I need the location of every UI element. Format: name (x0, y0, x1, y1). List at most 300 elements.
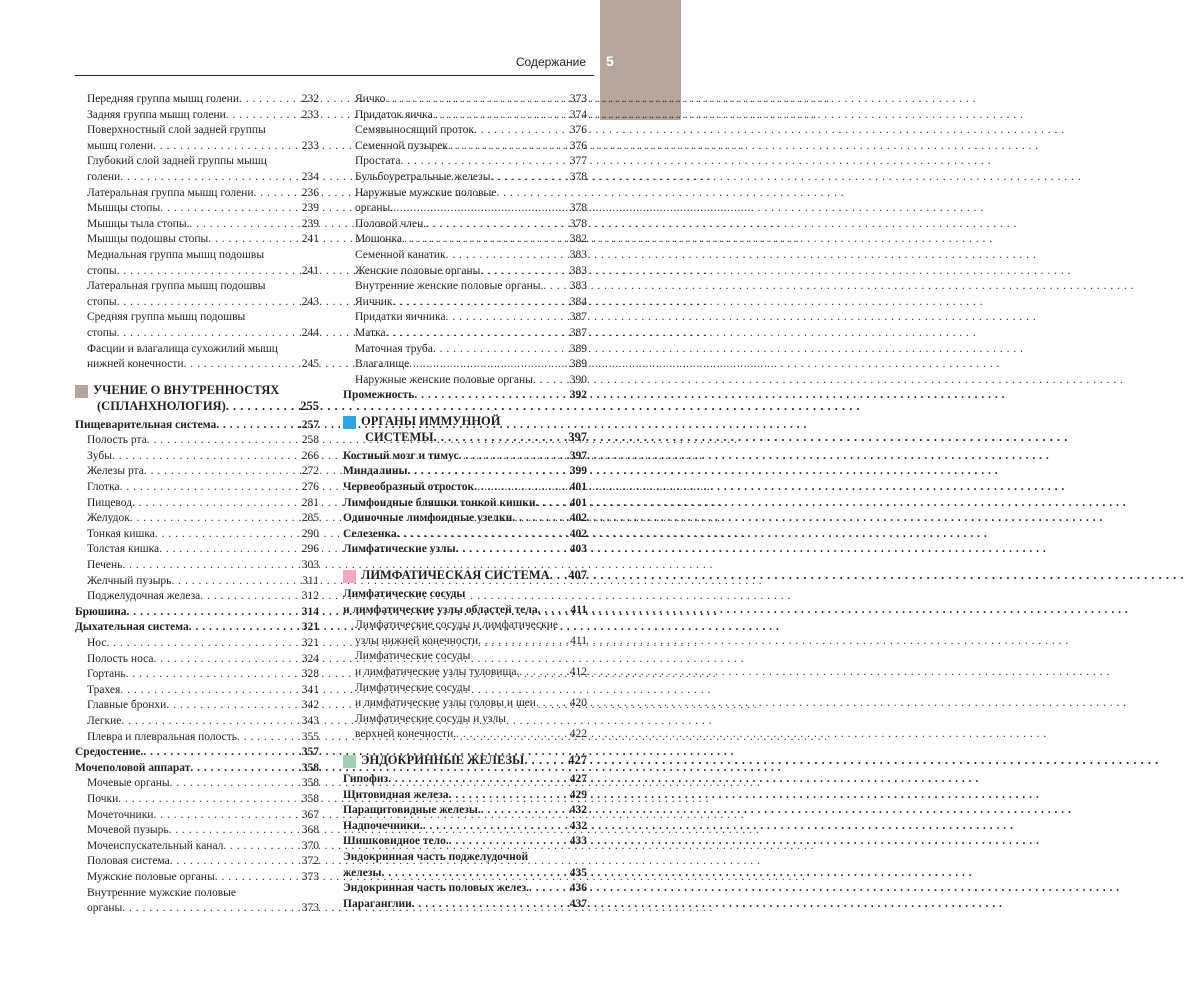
dot-leader (456, 727, 567, 743)
page-ref: 341 (301, 683, 319, 696)
entry-title: Мышцы стопы (87, 202, 161, 215)
dot-leader (536, 696, 567, 712)
entry-title: Простата (355, 155, 401, 168)
entry-title: органы. (355, 202, 394, 215)
header-rule (75, 75, 594, 76)
toc-entry-line: Поверхностный слой задней группы (87, 124, 266, 137)
page-ref: 387 (569, 326, 587, 339)
page-ref: 382 (569, 233, 587, 246)
dot-leader (407, 464, 566, 480)
page-ref: 401 (569, 481, 587, 494)
page-ref: 241 (301, 264, 319, 277)
toc-entry[interactable] (75, 574, 319, 590)
section-heading (75, 382, 319, 414)
entry-title: Женские половые органы (355, 264, 481, 277)
page-ref: 245 (301, 358, 319, 371)
page-ref: 358 (301, 792, 319, 805)
toc-entry[interactable] (75, 433, 319, 449)
entry-title: Нос (87, 637, 107, 649)
page-ref: 370 (301, 839, 319, 852)
entry-title: Полость рта (87, 434, 147, 447)
dot-leader (239, 92, 299, 108)
entry-title: Щитовидная железа (343, 788, 449, 801)
dot-leader (446, 310, 567, 326)
toc-entry[interactable] (343, 881, 587, 897)
entry-title: Глотка (87, 481, 120, 494)
dot-leader (132, 496, 299, 512)
dot-leader (189, 620, 299, 636)
page-ref: 368 (301, 824, 319, 837)
toc-entry[interactable] (75, 730, 319, 746)
toc-entry[interactable] (75, 170, 319, 186)
dot-leader (237, 730, 299, 746)
page-ref: 387 (569, 311, 587, 324)
toc-entry-line: Наружные мужские половые (355, 186, 497, 199)
toc-entry[interactable] (75, 808, 319, 824)
dot-leader (393, 295, 567, 311)
toc-entry[interactable] (75, 480, 319, 496)
page-ref: 355 (301, 730, 319, 743)
toc-entry[interactable] (343, 834, 587, 850)
toc-entry[interactable] (75, 652, 319, 668)
page-ref: 403 (569, 543, 587, 556)
dot-leader (122, 901, 299, 917)
dot-leader (117, 264, 299, 280)
page-ref: 272 (301, 465, 319, 478)
toc-entry[interactable] (75, 295, 319, 311)
dot-leader (155, 527, 299, 543)
toc-right-column (343, 92, 587, 912)
dot-leader (381, 866, 566, 882)
toc-entry[interactable] (75, 667, 319, 683)
page-ref: 276 (301, 481, 319, 494)
toc-entry[interactable] (75, 636, 319, 652)
toc-entry[interactable] (75, 605, 319, 621)
entry-title: Дыхательная система (75, 621, 189, 634)
page-ref: 378 (569, 202, 587, 215)
dot-leader (117, 295, 299, 311)
dot-leader (412, 897, 567, 913)
dot-leader (533, 373, 567, 389)
page-ref: 397 (569, 449, 587, 462)
toc-entry[interactable] (343, 264, 587, 280)
entry-title: Железы рта (87, 465, 144, 478)
toc-entry[interactable] (75, 823, 319, 839)
page-ref: 303 (301, 559, 319, 572)
toc-entry[interactable] (343, 388, 587, 404)
toc-entry[interactable] (343, 496, 587, 512)
toc-entry[interactable] (75, 464, 319, 480)
toc-entry[interactable] (343, 232, 587, 248)
dot-leader (409, 357, 566, 373)
dot-leader (397, 527, 567, 543)
toc-entry[interactable] (361, 752, 587, 768)
toc-entry[interactable] (75, 496, 319, 512)
page-ref: 420 (569, 697, 587, 710)
toc-entry[interactable] (75, 139, 319, 155)
entry-title: Промежность (343, 389, 415, 402)
toc-entry[interactable] (75, 745, 319, 761)
entry-title: Параганглии (343, 897, 412, 910)
entry-title: Половая система (87, 855, 170, 868)
toc-entry[interactable] (75, 527, 319, 543)
toc-entry[interactable] (75, 620, 319, 636)
toc-left-column (75, 92, 319, 917)
dot-leader (393, 201, 567, 217)
toc-entry[interactable] (343, 634, 587, 650)
dot-leader (147, 433, 299, 449)
toc-entry[interactable] (75, 511, 319, 527)
entry-title: Пищеварительная система (75, 418, 217, 431)
toc-entry[interactable] (343, 373, 587, 389)
entry-title: (СПЛАНХНОЛОГИЯ) (97, 398, 226, 413)
entry-title: и лимфатические узлы областей тела (343, 603, 538, 616)
dot-leader (423, 819, 567, 835)
toc-entry-line: Лимфатические сосуды и лимфатические (355, 619, 559, 632)
toc-entry[interactable] (75, 761, 319, 777)
toc-entry[interactable] (93, 398, 319, 414)
entry-title: Мочевые органы (87, 777, 170, 790)
toc-entry[interactable] (343, 788, 587, 804)
toc-entry[interactable] (343, 295, 587, 311)
toc-entry[interactable] (343, 542, 587, 558)
entry-title: Желудок (87, 512, 130, 525)
toc-entry[interactable] (361, 429, 587, 445)
dot-leader (543, 279, 566, 295)
page-ref: 321 (301, 621, 319, 634)
page-number: 5 (606, 53, 614, 69)
page-ref: 376 (569, 124, 587, 137)
section-heading (343, 752, 587, 768)
entry-title: Латеральная группа мышц голени (87, 186, 254, 199)
toc-entry[interactable] (343, 310, 587, 326)
entry-title: Мочеиспускательный канал (87, 839, 224, 852)
entry-title: Лимфоидные бляшки тонкой кишки (343, 496, 536, 509)
entry-title: нижней конечности (87, 358, 184, 371)
toc-entry[interactable] (343, 511, 587, 527)
dot-leader (170, 854, 299, 870)
entry-title: стопы (87, 326, 117, 339)
section-color-marker (75, 385, 88, 398)
dot-leader (226, 108, 299, 124)
toc-entry[interactable] (75, 232, 319, 248)
page-ref: 255 (300, 398, 319, 413)
toc-entry[interactable] (75, 186, 319, 202)
page-ref: 285 (301, 512, 319, 525)
entry-title: ЛИМФАТИЧЕСКАЯ СИСТЕМА (361, 568, 550, 583)
toc-entry-line: Лимфатические сосуды и узлы (355, 712, 507, 725)
entry-title: Половой член. (355, 217, 427, 230)
dot-leader (190, 217, 299, 233)
dot-leader (446, 248, 567, 264)
dot-leader (448, 139, 567, 155)
dot-leader (200, 589, 298, 605)
dot-leader (385, 92, 566, 108)
entry-title: Мышцы тыла стопы. (87, 217, 190, 230)
entry-title: и лимфатические узлы головы и шеи (355, 697, 536, 710)
page-ref: 312 (301, 590, 319, 603)
dot-leader (538, 603, 568, 619)
toc-entry[interactable] (343, 139, 587, 155)
toc-entry[interactable] (343, 603, 587, 619)
dot-leader (153, 139, 299, 155)
dot-leader (474, 123, 567, 139)
dot-leader (170, 776, 299, 792)
page-ref: 342 (301, 699, 319, 712)
toc-entry[interactable] (75, 326, 319, 342)
entry-title: Гипофиз (343, 772, 389, 785)
toc-entry[interactable] (343, 108, 587, 124)
dot-leader (120, 683, 298, 699)
entry-title: Эндокринная часть половых желез. (343, 882, 529, 895)
page-ref: 389 (569, 342, 587, 355)
entry-title: Легкие (87, 714, 122, 727)
toc-entry[interactable] (343, 449, 587, 465)
entry-title: Миндалины (343, 465, 408, 478)
toc-entry[interactable] (343, 170, 587, 186)
dot-leader (449, 788, 567, 804)
section-color-marker (343, 416, 356, 429)
toc-entry[interactable] (343, 464, 587, 480)
entry-title: ЭНДОКРИННЫЕ ЖЕЛЕЗЫ (361, 752, 525, 767)
page-ref: 436 (569, 882, 587, 895)
page-ref: 437 (569, 897, 587, 910)
dot-leader (106, 636, 298, 652)
section-heading (343, 567, 587, 583)
toc-entry[interactable] (75, 792, 319, 808)
dot-leader (130, 511, 299, 527)
entry-title: Брюшина (75, 605, 127, 618)
toc-entry-line: Глубокий слой задней группы мышц (87, 155, 267, 168)
page-ref: 374 (569, 108, 587, 121)
page-ref: 397 (568, 429, 587, 444)
dot-leader (117, 326, 299, 342)
toc-entry[interactable] (343, 326, 587, 342)
dot-leader (208, 232, 299, 248)
entry-title: Придатки яичника (355, 311, 446, 324)
page-ref: 377 (569, 155, 587, 168)
toc-entry[interactable] (343, 897, 587, 913)
entry-title: Средостение. (75, 746, 144, 759)
toc-entry[interactable] (75, 776, 319, 792)
dot-leader (426, 217, 567, 233)
toc-entry[interactable] (75, 683, 319, 699)
entry-title: Придаток яичка (355, 108, 433, 121)
entry-title: Зубы (87, 449, 112, 462)
page-ref: 233 (301, 108, 319, 121)
dot-leader (166, 698, 298, 714)
toc-entry[interactable] (75, 839, 319, 855)
entry-title: стопы (87, 264, 117, 277)
dot-leader (449, 834, 567, 850)
page-ref: 367 (301, 808, 319, 821)
toc-entry[interactable] (75, 92, 319, 108)
entry-title: голени (87, 170, 121, 183)
entry-title: СИСТЕМЫ (365, 429, 434, 444)
entry-title: Задняя группа мышц голени (87, 108, 226, 121)
toc-entry-line: Медиальная группа мышц подошвы (87, 248, 265, 261)
dot-leader (433, 108, 567, 124)
toc-entry[interactable] (361, 567, 587, 583)
toc-entry[interactable] (75, 589, 319, 605)
page-ref: 384 (569, 295, 587, 308)
entry-title: мышц голени (87, 139, 154, 152)
page-ref: 239 (301, 217, 319, 230)
dot-leader (216, 418, 296, 434)
dot-leader (254, 186, 299, 202)
page-ref: 433 (569, 835, 587, 848)
entry-title: Главные бронхи (87, 699, 167, 712)
toc-entry[interactable] (343, 123, 587, 139)
entry-title: Мочеточники (87, 808, 154, 821)
entry-title: Бульбоуретральные железы (355, 170, 491, 183)
page-ref: 290 (301, 527, 319, 540)
entry-title: Пищевод (87, 496, 133, 509)
dot-leader (519, 665, 566, 681)
toc-entry[interactable] (75, 901, 319, 917)
dot-leader (144, 464, 299, 480)
page-ref: 314 (301, 605, 319, 618)
toc-entry[interactable] (343, 819, 587, 835)
toc-entry[interactable] (343, 357, 587, 373)
toc-entry[interactable] (343, 665, 587, 681)
entry-title: верхней конечности. (355, 728, 457, 741)
page-ref: 401 (569, 496, 587, 509)
section-title-line: УЧЕНИЕ О ВНУТРЕННОСТЯХ (93, 382, 280, 397)
toc-entry[interactable] (75, 558, 319, 574)
toc-entry[interactable] (75, 854, 319, 870)
page-ref: 402 (569, 512, 587, 525)
page-ref: 372 (301, 855, 319, 868)
dot-leader (414, 388, 566, 404)
dot-leader (223, 839, 298, 855)
entry-title: Шишковидное тело. (343, 835, 449, 848)
page-ref: 429 (569, 788, 587, 801)
toc-entry[interactable] (343, 480, 587, 496)
page-ref: 281 (301, 496, 319, 509)
entry-title: Трахея (87, 683, 121, 696)
dot-leader (386, 326, 567, 342)
entry-title: узлы нижней конечности (355, 634, 479, 647)
toc-entry[interactable] (75, 357, 319, 373)
entry-title: Наружные женские половые органы (355, 373, 533, 386)
page-ref: 239 (301, 202, 319, 215)
page-ref: 373 (301, 870, 319, 883)
toc-entry-line: Лимфатические сосуды (355, 681, 471, 694)
entry-title: Мужские половые органы (87, 870, 215, 883)
toc-entry[interactable] (343, 342, 587, 358)
dot-leader (478, 634, 567, 650)
toc-entry[interactable] (75, 714, 319, 730)
entry-title: Надпочечники. (343, 819, 423, 832)
page-ref: .257 (298, 418, 319, 431)
toc-entry[interactable] (343, 248, 587, 264)
toc-entry-line: Лимфатические сосуды (343, 588, 466, 601)
dot-leader (550, 567, 566, 583)
entry-title: Одиночные лимфоидные узелки (343, 512, 513, 525)
page-ref: 432 (569, 819, 587, 832)
toc-entry[interactable] (75, 264, 319, 280)
dot-leader (226, 398, 298, 414)
entry-title: Влагалище (355, 358, 410, 371)
dot-leader (118, 792, 298, 808)
entry-title: Паращитовидные железы. (343, 804, 481, 817)
entry-title: Внутренние женские половые органы. (355, 280, 544, 293)
toc-entry[interactable] (343, 696, 587, 712)
dot-leader (524, 752, 565, 768)
dot-leader (159, 542, 299, 558)
page-ref: 232 (301, 93, 319, 105)
toc-entry[interactable] (343, 803, 587, 819)
page-ref: 233 (301, 139, 319, 152)
page-ref: 427 (569, 772, 587, 785)
page-ref: 243 (301, 295, 319, 308)
page-ref: 399 (569, 465, 587, 478)
dot-leader (388, 772, 567, 788)
entry-title: Толстая кишка (87, 543, 160, 556)
toc-entry[interactable] (343, 279, 587, 295)
toc-entry[interactable] (75, 698, 319, 714)
toc-entry[interactable] (343, 154, 587, 170)
toc-entry-line: Фасции и влагалища сухожилий мышц (87, 342, 278, 355)
dot-leader (153, 808, 298, 824)
page-ref: 378 (569, 217, 587, 230)
page-ref: 411 (570, 603, 587, 616)
page-ref: 389 (569, 358, 587, 371)
entry-title: Матка (355, 326, 386, 339)
toc-entry[interactable] (75, 449, 319, 465)
entry-title: Почки (87, 792, 119, 805)
section-title-line: ОРГАНЫ ИММУННОЙ (361, 413, 501, 428)
toc-entry[interactable] (343, 92, 587, 108)
dot-leader (184, 357, 299, 373)
toc-entry[interactable] (343, 201, 587, 217)
dot-leader (529, 881, 567, 897)
page-ref: 241 (301, 233, 319, 246)
entry-title: Мочевой пузырь (87, 824, 169, 837)
dot-leader (190, 761, 298, 777)
toc-entry[interactable] (343, 772, 587, 788)
dot-leader (474, 480, 567, 496)
toc-entry[interactable] (75, 418, 319, 434)
entry-title: Плевра и плевральная полость (87, 730, 238, 743)
entry-title: Поджелудочная железа (87, 590, 201, 603)
entry-title: Семенной канатик (355, 248, 446, 261)
toc-entry[interactable] (75, 542, 319, 558)
dot-leader (459, 449, 567, 465)
entry-title: Полость носа (87, 652, 154, 665)
toc-entry[interactable] (75, 108, 319, 124)
page-ref: 411 (570, 634, 587, 647)
entry-title: Костный мозг и тимус (343, 449, 459, 462)
toc-entry[interactable] (343, 727, 587, 743)
toc-entry[interactable] (343, 217, 587, 233)
dot-leader (215, 870, 299, 886)
toc-entry[interactable] (343, 866, 587, 882)
toc-entry[interactable] (75, 201, 319, 217)
dot-leader (536, 496, 567, 512)
toc-entry-line: Латеральная группа мышц подошвы (87, 280, 266, 293)
toc-entry[interactable] (75, 870, 319, 886)
entry-title: Семявыносящий проток (355, 124, 474, 137)
dot-leader (120, 170, 299, 186)
entry-title: Мочеполовой аппарат (75, 761, 191, 774)
dot-leader (433, 342, 567, 358)
toc-entry[interactable] (343, 527, 587, 543)
toc-entry-line: Средняя группа мышц подошвы (87, 311, 246, 324)
dot-leader (402, 232, 567, 248)
toc-entry[interactable] (75, 217, 319, 233)
